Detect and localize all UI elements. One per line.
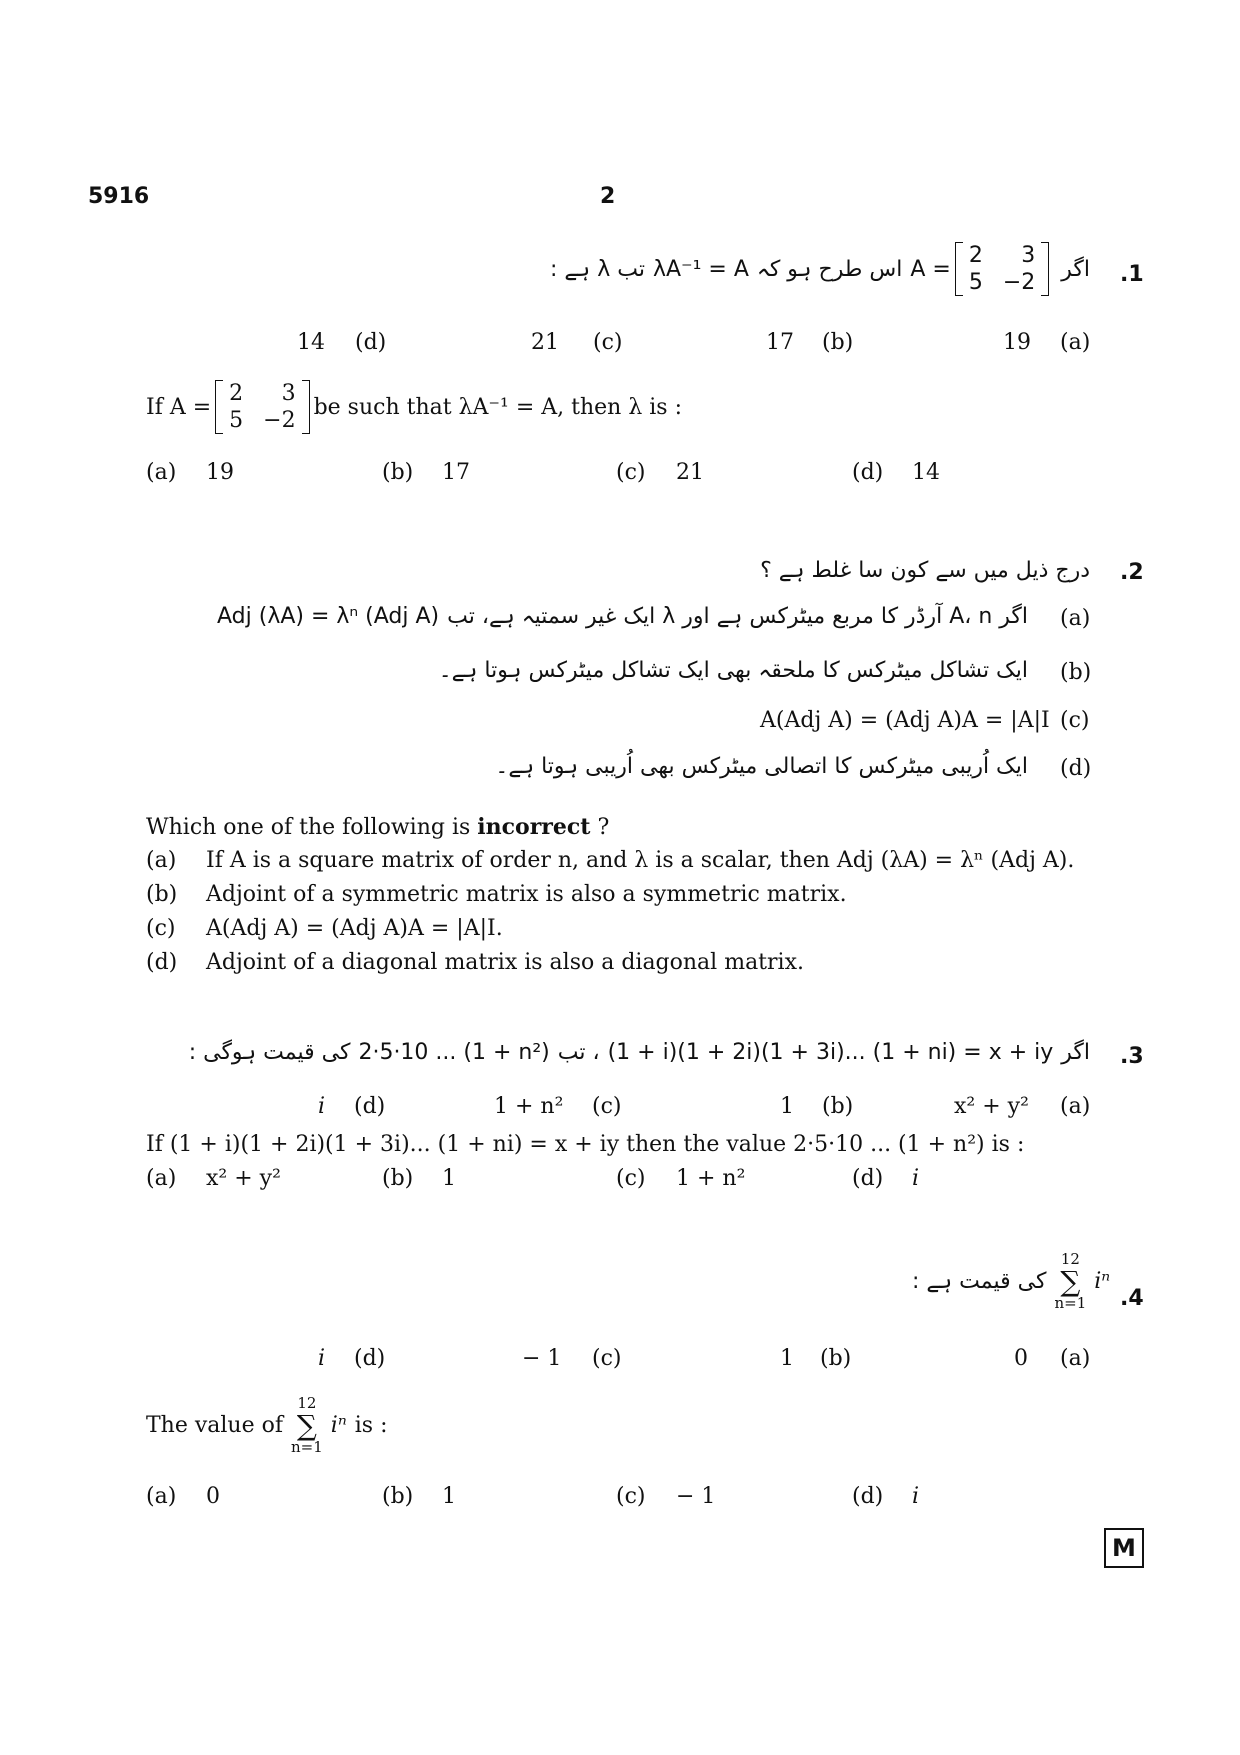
q4-ur-opt-b: (b) bbox=[820, 1346, 852, 1371]
matrix-cell: 5 bbox=[968, 270, 983, 295]
q4-ur-opt-a: (a) bbox=[1060, 1346, 1091, 1371]
sum-upper: 12 bbox=[1060, 1250, 1080, 1268]
q1-en-post: be such that λA⁻¹ = A, then λ is : bbox=[313, 394, 682, 420]
q4-en-opt-b: (b) bbox=[382, 1484, 414, 1509]
q3-en-opt-a: (a) bbox=[146, 1166, 177, 1191]
q3-ur-math1: (1 + i)(1 + 2i)(1 + 3i)... (1 + ni) = x + iy bbox=[607, 1040, 1054, 1065]
q2-ur-opt-c-label: (c) bbox=[1060, 708, 1090, 733]
q3-ur-mid: ، تب bbox=[557, 1040, 600, 1065]
matrix-cell: 3 bbox=[1021, 243, 1036, 268]
q1-en-opt-b-value: 17 bbox=[442, 460, 470, 485]
q3-urdu-stem bbox=[189, 1040, 1090, 1065]
q1-ur-matrix-expr bbox=[910, 242, 1053, 296]
q4-ur-opt-d-value: i bbox=[318, 1346, 326, 1371]
q2-en-stem-post: ? bbox=[597, 815, 610, 840]
matrix-cell: 2 bbox=[229, 381, 244, 406]
q3-ur-pre: اگر bbox=[1061, 1040, 1090, 1065]
q2-en-opt-b-label: (b) bbox=[146, 882, 178, 907]
q4-ur-opt-a-value: 0 bbox=[1014, 1346, 1028, 1371]
q2-number: .2 bbox=[1120, 560, 1144, 585]
q4-en-opt-d-value: i bbox=[912, 1484, 920, 1509]
q1-ur-opt-d: (d) bbox=[355, 330, 387, 355]
q2-en-opt-a-text: If A is a square matrix of order n, and λ is a scalar, then Adj (λA) = λⁿ (Adj A). bbox=[206, 848, 1075, 873]
q4-ur-opt-c-value: − 1 bbox=[522, 1346, 562, 1371]
q1-ur-pre: اگر bbox=[1061, 256, 1090, 282]
q4-ur-opt-d: (d) bbox=[354, 1346, 386, 1371]
q1-ur-opt-a: (a) bbox=[1060, 330, 1091, 355]
q1-en-opt-b: (b) bbox=[382, 460, 414, 485]
sum-lower: n=1 bbox=[291, 1437, 323, 1456]
q4-ur-summation bbox=[1054, 1252, 1086, 1312]
q1-urdu-stem bbox=[550, 242, 1090, 296]
matrix-cell: 3 bbox=[281, 381, 296, 406]
q3-ur-opt-c: (c) bbox=[592, 1094, 622, 1119]
q2-en-opt-a-label: (a) bbox=[146, 848, 177, 873]
q1-ur-cond: λA⁻¹ = A bbox=[652, 256, 749, 282]
q2-en-opt-c-label: (c) bbox=[146, 916, 176, 941]
paper-code: 5916 bbox=[88, 184, 150, 209]
q2-ur-opt-d-label: (d) bbox=[1060, 756, 1092, 781]
q3-ur-opt-b: (b) bbox=[822, 1094, 854, 1119]
q4-ur-term: iⁿ bbox=[1094, 1269, 1111, 1295]
q2-en-opt-b-text: Adjoint of a symmetric matrix is also a symmetric matrix. bbox=[206, 882, 847, 907]
q2-ur-opt-b-label: (b) bbox=[1060, 660, 1092, 685]
q4-ur-opt-c: (c) bbox=[592, 1346, 622, 1371]
q1-ur-end: تب λ ہے : bbox=[550, 256, 645, 282]
q3-english-stem: If (1 + i)(1 + 2i)(1 + 3i)... (1 + ni) = x + iy then the value 2·5·10 ... (1 + n²) is : bbox=[146, 1132, 1025, 1157]
q2-ur-opt-d: ایک اُریبی میٹرکس کا اتصالی میٹرکس بھی اُریبی ہوتا ہے۔ bbox=[495, 754, 1028, 779]
q1-ur-mid: اس طرح ہو کہ bbox=[756, 256, 903, 282]
q4-en-opt-a-value: 0 bbox=[206, 1484, 220, 1509]
sum-lower: n=1 bbox=[1054, 1293, 1087, 1312]
sigma-icon: ∑ bbox=[1060, 1264, 1081, 1298]
q1-ur-eq-lhs: A = bbox=[910, 256, 951, 282]
q1-number: .1 bbox=[1120, 262, 1144, 287]
q2-urdu-stem: درج ذیل میں سے کون سا غلط ہے ؟ bbox=[760, 558, 1090, 583]
q4-en-summation bbox=[291, 1396, 323, 1456]
q2-ur-opt-c: A(Adj A) = (Adj A)A = |A|I bbox=[760, 708, 1050, 733]
q1-en-opt-d: (d) bbox=[852, 460, 884, 485]
sum-upper: 12 bbox=[297, 1394, 317, 1412]
q3-en-opt-b: (b) bbox=[382, 1166, 414, 1191]
q4-en-term: iⁿ bbox=[330, 1413, 347, 1439]
q3-en-opt-a-value: x² + y² bbox=[206, 1166, 281, 1191]
q1-ur-opt-d-value: 14 bbox=[297, 330, 325, 355]
q2-en-opt-d-label: (d) bbox=[146, 950, 178, 975]
q4-en-post: is : bbox=[354, 1413, 388, 1439]
q4-en-opt-c: (c) bbox=[616, 1484, 646, 1509]
q1-en-pre: If A = bbox=[146, 394, 212, 420]
q3-number: .3 bbox=[1120, 1044, 1144, 1069]
matrix-cell: −2 bbox=[263, 408, 296, 433]
q2-en-opt-c-text: A(Adj A) = (Adj A)A = |A|I. bbox=[206, 916, 503, 941]
q4-en-opt-b-value: 1 bbox=[442, 1484, 456, 1509]
q2-ur-a-math: Adj (λA) = λⁿ (Adj A) bbox=[217, 604, 440, 629]
q1-en-opt-a: (a) bbox=[146, 460, 177, 485]
q4-en-opt-c-value: − 1 bbox=[676, 1484, 716, 1509]
q3-en-opt-d: (d) bbox=[852, 1166, 884, 1191]
q3-en-opt-d-value: i bbox=[912, 1166, 920, 1191]
q3-ur-end: کی قیمت ہوگی : bbox=[188, 1040, 351, 1065]
q1-ur-opt-a-value: 19 bbox=[1003, 330, 1031, 355]
q1-ur-opt-c: (c) bbox=[593, 330, 623, 355]
q1-en-opt-a-value: 19 bbox=[206, 460, 234, 485]
q3-en-opt-c-value: 1 + n² bbox=[676, 1166, 746, 1191]
q1-english-stem bbox=[146, 380, 682, 434]
q4-en-opt-d: (d) bbox=[852, 1484, 884, 1509]
q4-ur-end: کی قیمت ہے : bbox=[912, 1269, 1047, 1295]
page-number: 2 bbox=[600, 184, 616, 209]
q2-ur-a-text: اگر A، n آرڈر کا مربع میٹرکس ہے اور λ ایک غیر سمتیہ ہے، تب bbox=[447, 604, 1028, 629]
q2-english-stem bbox=[146, 814, 609, 840]
q4-ur-opt-b-value: 1 bbox=[780, 1346, 794, 1371]
q3-ur-opt-b-value: 1 bbox=[780, 1094, 794, 1119]
q2-ur-opt-a-label: (a) bbox=[1060, 606, 1091, 631]
q4-en-pre: The value of bbox=[146, 1413, 284, 1439]
q4-english-stem bbox=[146, 1396, 387, 1456]
page-badge: M bbox=[1104, 1528, 1144, 1568]
q2-en-stem-bold: incorrect bbox=[477, 814, 591, 840]
q2-en-stem-pre: Which one of the following is bbox=[146, 815, 471, 840]
q2-ur-opt-a bbox=[217, 604, 1028, 629]
matrix-cell: 2 bbox=[968, 243, 983, 268]
q3-ur-math2: 2·5·10 ... (1 + n²) bbox=[358, 1040, 550, 1065]
q1-en-opt-c-value: 21 bbox=[676, 460, 704, 485]
q1-ur-opt-c-value: 21 bbox=[531, 330, 559, 355]
q3-ur-opt-d-value: i bbox=[318, 1094, 326, 1119]
q2-en-opt-d-text: Adjoint of a diagonal matrix is also a diagonal matrix. bbox=[206, 950, 804, 975]
q3-ur-opt-c-value: 1 + n² bbox=[494, 1094, 564, 1119]
q1-ur-opt-b: (b) bbox=[822, 330, 854, 355]
q1-ur-opt-b-value: 17 bbox=[766, 330, 794, 355]
q3-ur-opt-a-value: x² + y² bbox=[954, 1094, 1029, 1119]
q1-en-opt-d-value: 14 bbox=[912, 460, 940, 485]
q3-en-opt-b-value: 1 bbox=[442, 1166, 456, 1191]
q1-ur-matrix bbox=[955, 242, 1049, 296]
q3-ur-opt-d: (d) bbox=[354, 1094, 386, 1119]
q1-en-matrix bbox=[215, 380, 309, 434]
q2-ur-opt-b: ایک تشاکل میٹرکس کا ملحقہ بھی ایک تشاکل میٹرکس ہوتا ہے۔ bbox=[438, 658, 1028, 683]
q4-urdu-stem bbox=[912, 1252, 1110, 1312]
matrix-cell: −2 bbox=[1002, 270, 1036, 295]
q1-en-opt-c: (c) bbox=[616, 460, 646, 485]
q3-ur-opt-a: (a) bbox=[1060, 1094, 1091, 1119]
q4-en-opt-a: (a) bbox=[146, 1484, 177, 1509]
q4-number: .4 bbox=[1120, 1286, 1144, 1311]
sigma-icon: ∑ bbox=[296, 1408, 317, 1442]
matrix-cell: 5 bbox=[229, 408, 244, 433]
q3-en-opt-c: (c) bbox=[616, 1166, 646, 1191]
